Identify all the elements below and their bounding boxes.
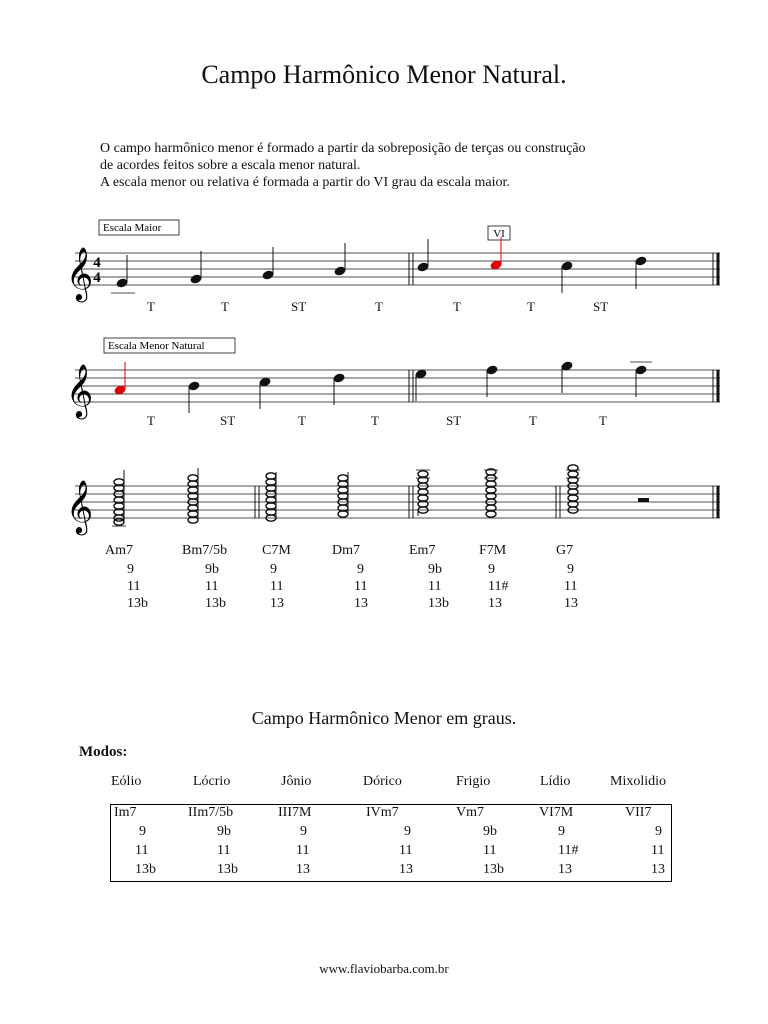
mode-name: Jônio: [281, 774, 312, 789]
chord-stack: [266, 472, 276, 521]
chord-name: Dm7: [332, 543, 360, 558]
chord-ext: 13: [354, 596, 368, 611]
chord-name: C7M: [262, 543, 291, 558]
note-head: [333, 373, 345, 383]
degree-ext: 11#: [558, 843, 579, 858]
note-head: [635, 256, 647, 266]
treble-clef-icon: 𝄞: [66, 479, 94, 533]
mode-name: Frigio: [456, 774, 491, 789]
note-head: [259, 377, 271, 387]
mode-name: Eólio: [111, 774, 142, 789]
staff-lines: [75, 253, 720, 285]
chord-ext: 11: [205, 579, 219, 594]
degree-ext: 13: [651, 862, 665, 877]
step-label: ST: [446, 413, 462, 428]
step-label: ST: [593, 299, 609, 314]
note-head: [188, 381, 200, 391]
chord-ext: 11: [564, 579, 578, 594]
staff-lines: [75, 370, 720, 402]
step-label: T: [599, 413, 607, 428]
step-label: T: [147, 413, 155, 428]
note-head: [190, 274, 202, 284]
degree-name: III7M: [278, 805, 312, 820]
degree-ext: 13: [399, 862, 413, 877]
time-signature-bottom: 4: [93, 270, 101, 286]
mode-name: Dórico: [363, 774, 402, 789]
staff-label: Escala Maior: [103, 222, 162, 234]
degree-ext: 9b: [483, 824, 497, 839]
step-label: T: [221, 299, 229, 314]
degree-ext: 9: [655, 824, 662, 839]
degree-name: Im7: [114, 805, 137, 820]
degree-ext: 9: [404, 824, 411, 839]
step-label: ST: [220, 413, 236, 428]
chord-ext: 9: [488, 562, 495, 577]
degree-ext: 11: [651, 843, 665, 858]
degree-ext: 13b: [135, 862, 156, 877]
step-label: T: [527, 299, 535, 314]
footer-url: www.flaviobarba.com.br: [319, 961, 449, 976]
degree-name: VI7M: [539, 805, 574, 820]
note-head: [262, 270, 274, 280]
treble-clef-icon: 𝄞: [66, 246, 94, 300]
degree-ext: 11: [217, 843, 231, 858]
note-head-highlight: [114, 385, 126, 395]
chord-ext: 13: [488, 596, 502, 611]
note-head: [334, 266, 346, 276]
step-label: ST: [291, 299, 307, 314]
chord-ext: 13b: [205, 596, 226, 611]
notes: [114, 361, 652, 413]
staff-major-scale: [66, 220, 720, 302]
note-head-highlight: [490, 260, 502, 270]
chord-name: F7M: [479, 543, 507, 558]
degree-ext: 11: [135, 843, 149, 858]
note-head: [417, 262, 429, 272]
degree-name: Vm7: [456, 805, 484, 820]
intro-line: O campo harmônico menor é formado a partir da sobreposição de terças ou construção: [100, 141, 586, 156]
degree-name: VII7: [625, 805, 652, 820]
chord-name: G7: [556, 543, 574, 558]
staff-label: Escala Menor Natural: [108, 340, 205, 352]
degree-ext: 11: [296, 843, 310, 858]
chord-ext: 9: [127, 562, 134, 577]
degrees-table: [110, 804, 672, 882]
step-label: T: [298, 413, 306, 428]
intro-line: A escala menor ou relativa é formada a partir do VI grau da escala maior.: [100, 175, 510, 190]
degree-ext: 11: [399, 843, 413, 858]
degree-ext: 11: [483, 843, 497, 858]
chord-stack: [188, 468, 198, 523]
chord-ext: 11: [428, 579, 442, 594]
staff-natural-minor-scale: [66, 338, 720, 419]
chord-stack: [416, 470, 430, 516]
note-head: [561, 261, 573, 271]
chord-ext: 9b: [205, 562, 219, 577]
step-label: T: [529, 413, 537, 428]
chord-stack: [566, 465, 580, 513]
chord-ext: 13b: [127, 596, 148, 611]
chord-name: Em7: [409, 543, 436, 558]
treble-clef-icon: 𝄞: [66, 363, 94, 417]
intro-line: de acordes feitos sobre a escala menor natural.: [100, 158, 361, 173]
time-signature-top: 4: [93, 255, 101, 271]
chord-name: Bm7/5b: [182, 543, 228, 558]
chord-ext: 13: [270, 596, 284, 611]
chord-ext: 9b: [428, 562, 442, 577]
mode-name: Mixolidio: [610, 774, 667, 789]
vi-marker: VI: [493, 228, 505, 240]
chord-ext: 11#: [488, 579, 509, 594]
staff-chords: [66, 465, 720, 535]
step-label: T: [147, 299, 155, 314]
chord-ext: 13b: [428, 596, 449, 611]
degree-ext: 9: [139, 824, 146, 839]
mode-name: Lócrio: [193, 774, 231, 789]
chord-ext: 13: [564, 596, 578, 611]
chord-ext: 9: [357, 562, 364, 577]
section-title: Campo Harmônico Menor em graus.: [251, 708, 517, 728]
degree-ext: 9b: [217, 824, 231, 839]
modes-heading: Modos:: [79, 744, 128, 760]
chord-stack: [338, 472, 348, 517]
degree-ext: 13: [296, 862, 310, 877]
degree-ext: 13: [558, 862, 572, 877]
chord-ext: 9: [270, 562, 277, 577]
step-label: T: [371, 413, 379, 428]
staff-lines: [75, 486, 720, 518]
note-head: [486, 365, 498, 375]
step-label: T: [453, 299, 461, 314]
chord-ext: 11: [270, 579, 284, 594]
degree-ext: 13b: [217, 862, 238, 877]
note-head: [561, 361, 573, 371]
mode-name: Lídio: [540, 774, 571, 789]
degree-name: IIm7/5b: [188, 805, 234, 820]
chord-stacks: [112, 465, 580, 526]
degree-ext: 13b: [483, 862, 504, 877]
degree-ext: 9: [558, 824, 565, 839]
half-rest-icon: [638, 498, 649, 502]
degree-name: IVm7: [366, 805, 399, 820]
chord-ext: 9: [567, 562, 574, 577]
step-label: T: [375, 299, 383, 314]
chord-name: Am7: [105, 543, 133, 558]
degree-ext: 9: [300, 824, 307, 839]
page-title: Campo Harmônico Menor Natural.: [201, 60, 567, 89]
chord-ext: 11: [127, 579, 141, 594]
note-head: [635, 365, 647, 375]
chord-ext: 11: [354, 579, 368, 594]
note-head: [415, 369, 427, 379]
note-head: [116, 278, 128, 288]
